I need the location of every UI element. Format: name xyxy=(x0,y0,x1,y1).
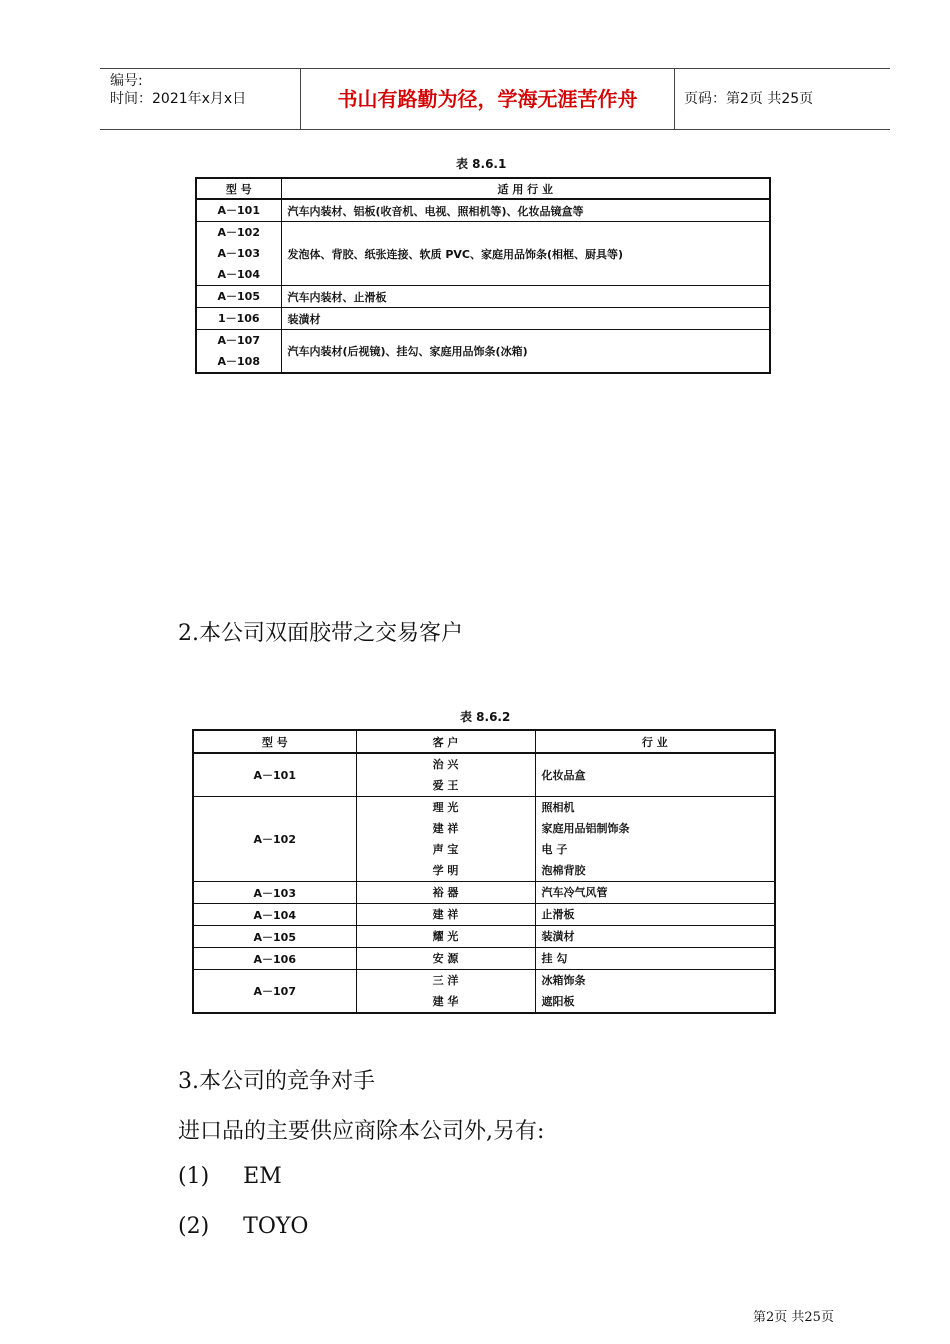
table-8-6-1 xyxy=(195,177,771,374)
customer-name: 声 宝 xyxy=(432,843,459,856)
industry-name: 电 子 xyxy=(541,843,568,856)
customer-name: 学 明 xyxy=(432,864,459,877)
t1-header-model: 型 号 xyxy=(196,178,281,199)
t1-model-cell xyxy=(196,286,281,308)
t1-industry-cell: 发泡体、背胶、纸张连接、软质 PVC、家庭用品饰条(相框、厨具等) xyxy=(281,222,770,286)
industry-name: 汽车冷气风管 xyxy=(541,886,608,899)
customer-name: 理 光 xyxy=(432,801,459,814)
table1-caption: 表 8.6.1 xyxy=(456,157,507,171)
table-row xyxy=(193,926,775,948)
section-3-heading: 3.本公司的竞争对手 xyxy=(178,1069,375,1094)
t1-model-cell xyxy=(196,222,281,286)
t1-industry-cell: 汽车内装材(后视镜)、挂勾、家庭用品饰条(冰箱) xyxy=(281,330,770,374)
table-row xyxy=(193,970,775,1014)
table-row xyxy=(196,308,770,330)
t2-customer-cell xyxy=(356,797,535,882)
section-2-heading: 2.本公司双面胶带之交易客户 xyxy=(178,621,463,646)
t2-customer-cell xyxy=(356,970,535,1014)
header-page-number: 页码：第2页 共25页 xyxy=(684,91,814,107)
t2-customer-cell xyxy=(356,926,535,948)
model-code: A－104 xyxy=(217,268,260,281)
industry-name: 化妆品盒 xyxy=(541,768,586,782)
table-row xyxy=(196,199,770,222)
industry-name: 挂 勾 xyxy=(541,952,568,965)
industry-name: 冰箱饰条 xyxy=(541,974,586,987)
customer-name: 三 洋 xyxy=(432,974,459,987)
t2-industry-cell xyxy=(535,882,775,904)
table-row xyxy=(193,948,775,970)
industry-name: 泡棉背胶 xyxy=(541,864,586,877)
table-row xyxy=(193,797,775,882)
t2-model-cell: A－103 xyxy=(193,882,356,904)
table-row xyxy=(193,882,775,904)
t1-industry-cell: 汽车内装材、铝板(收音机、电视、照相机等)、化妆品镜盒等 xyxy=(281,199,770,222)
t2-industry-cell xyxy=(535,753,775,797)
industry-name: 遮阳板 xyxy=(541,995,575,1008)
model-code: A－107 xyxy=(217,334,260,347)
t2-industry-cell xyxy=(535,926,775,948)
t2-customer-cell xyxy=(356,904,535,926)
competitor-name: EM xyxy=(243,1164,282,1189)
competitor-number: (2) xyxy=(178,1214,210,1239)
industry-name: 家庭用品铝制饰条 xyxy=(541,822,630,835)
t2-header-customer: 客 户 xyxy=(356,730,535,753)
t2-customer-cell xyxy=(356,948,535,970)
table-row xyxy=(196,330,770,374)
page-header xyxy=(100,68,890,130)
doc-time-label: 时间：2021年x月x日 xyxy=(110,91,247,107)
customer-name: 建 华 xyxy=(432,995,459,1008)
t2-model-cell: A－102 xyxy=(193,797,356,882)
page-footer: 第2页 共25页 xyxy=(753,1310,834,1325)
customer-name: 安 源 xyxy=(432,952,459,965)
table-row xyxy=(196,222,770,286)
customer-name: 建 祥 xyxy=(432,822,459,835)
competitor-item xyxy=(178,1214,308,1239)
t1-model-cell xyxy=(196,199,281,222)
table-8-6-2 xyxy=(192,729,776,1014)
t1-model-cell xyxy=(196,330,281,374)
t2-customer-cell xyxy=(356,882,535,904)
t2-industry-cell xyxy=(535,970,775,1014)
t2-industry-cell xyxy=(535,948,775,970)
model-code: A－101 xyxy=(217,204,260,217)
t2-model-cell: A－104 xyxy=(193,904,356,926)
competitor-number: (1) xyxy=(178,1164,210,1189)
table-row xyxy=(193,753,775,797)
t2-customer-cell xyxy=(356,753,535,797)
t1-industry-cell: 汽车内装材、止滑板 xyxy=(281,286,770,308)
model-code: A－108 xyxy=(217,355,260,368)
model-code: A－105 xyxy=(217,290,260,303)
model-code: A－102 xyxy=(217,226,260,239)
competitor-intro: 进口品的主要供应商除本公司外,另有: xyxy=(178,1119,545,1144)
model-code: 1－106 xyxy=(217,312,260,325)
competitor-name: TOYO xyxy=(243,1214,309,1239)
t2-model-cell: A－101 xyxy=(193,753,356,797)
t1-header-industry: 适 用 行 业 xyxy=(281,178,770,199)
header-motto: 书山有路勤为径，学海无涯苦作舟 xyxy=(301,69,675,129)
header-meta xyxy=(100,69,301,129)
t2-model-cell: A－107 xyxy=(193,970,356,1014)
t2-header-model: 型 号 xyxy=(193,730,356,753)
competitor-item xyxy=(178,1164,282,1189)
industry-name: 装潢材 xyxy=(541,930,575,943)
customer-name: 裕 器 xyxy=(432,886,459,899)
table2-caption: 表 8.6.2 xyxy=(460,710,511,724)
industry-name: 照相机 xyxy=(541,801,575,814)
table-row xyxy=(196,286,770,308)
t2-header-industry: 行 业 xyxy=(535,730,775,753)
doc-number-label: 编号: xyxy=(110,73,143,89)
table-row xyxy=(193,904,775,926)
customer-name: 耀 光 xyxy=(432,930,459,943)
industry-name: 止滑板 xyxy=(541,908,575,921)
customer-name: 建 祥 xyxy=(432,908,459,921)
customer-name: 爱 王 xyxy=(432,779,459,792)
t2-model-cell: A－106 xyxy=(193,948,356,970)
t1-industry-cell: 装潢材 xyxy=(281,308,770,330)
t2-industry-cell xyxy=(535,904,775,926)
customer-name: 治 兴 xyxy=(432,758,459,771)
model-code: A－103 xyxy=(217,247,260,260)
t2-industry-cell xyxy=(535,797,775,882)
t2-model-cell: A－105 xyxy=(193,926,356,948)
t1-model-cell xyxy=(196,308,281,330)
